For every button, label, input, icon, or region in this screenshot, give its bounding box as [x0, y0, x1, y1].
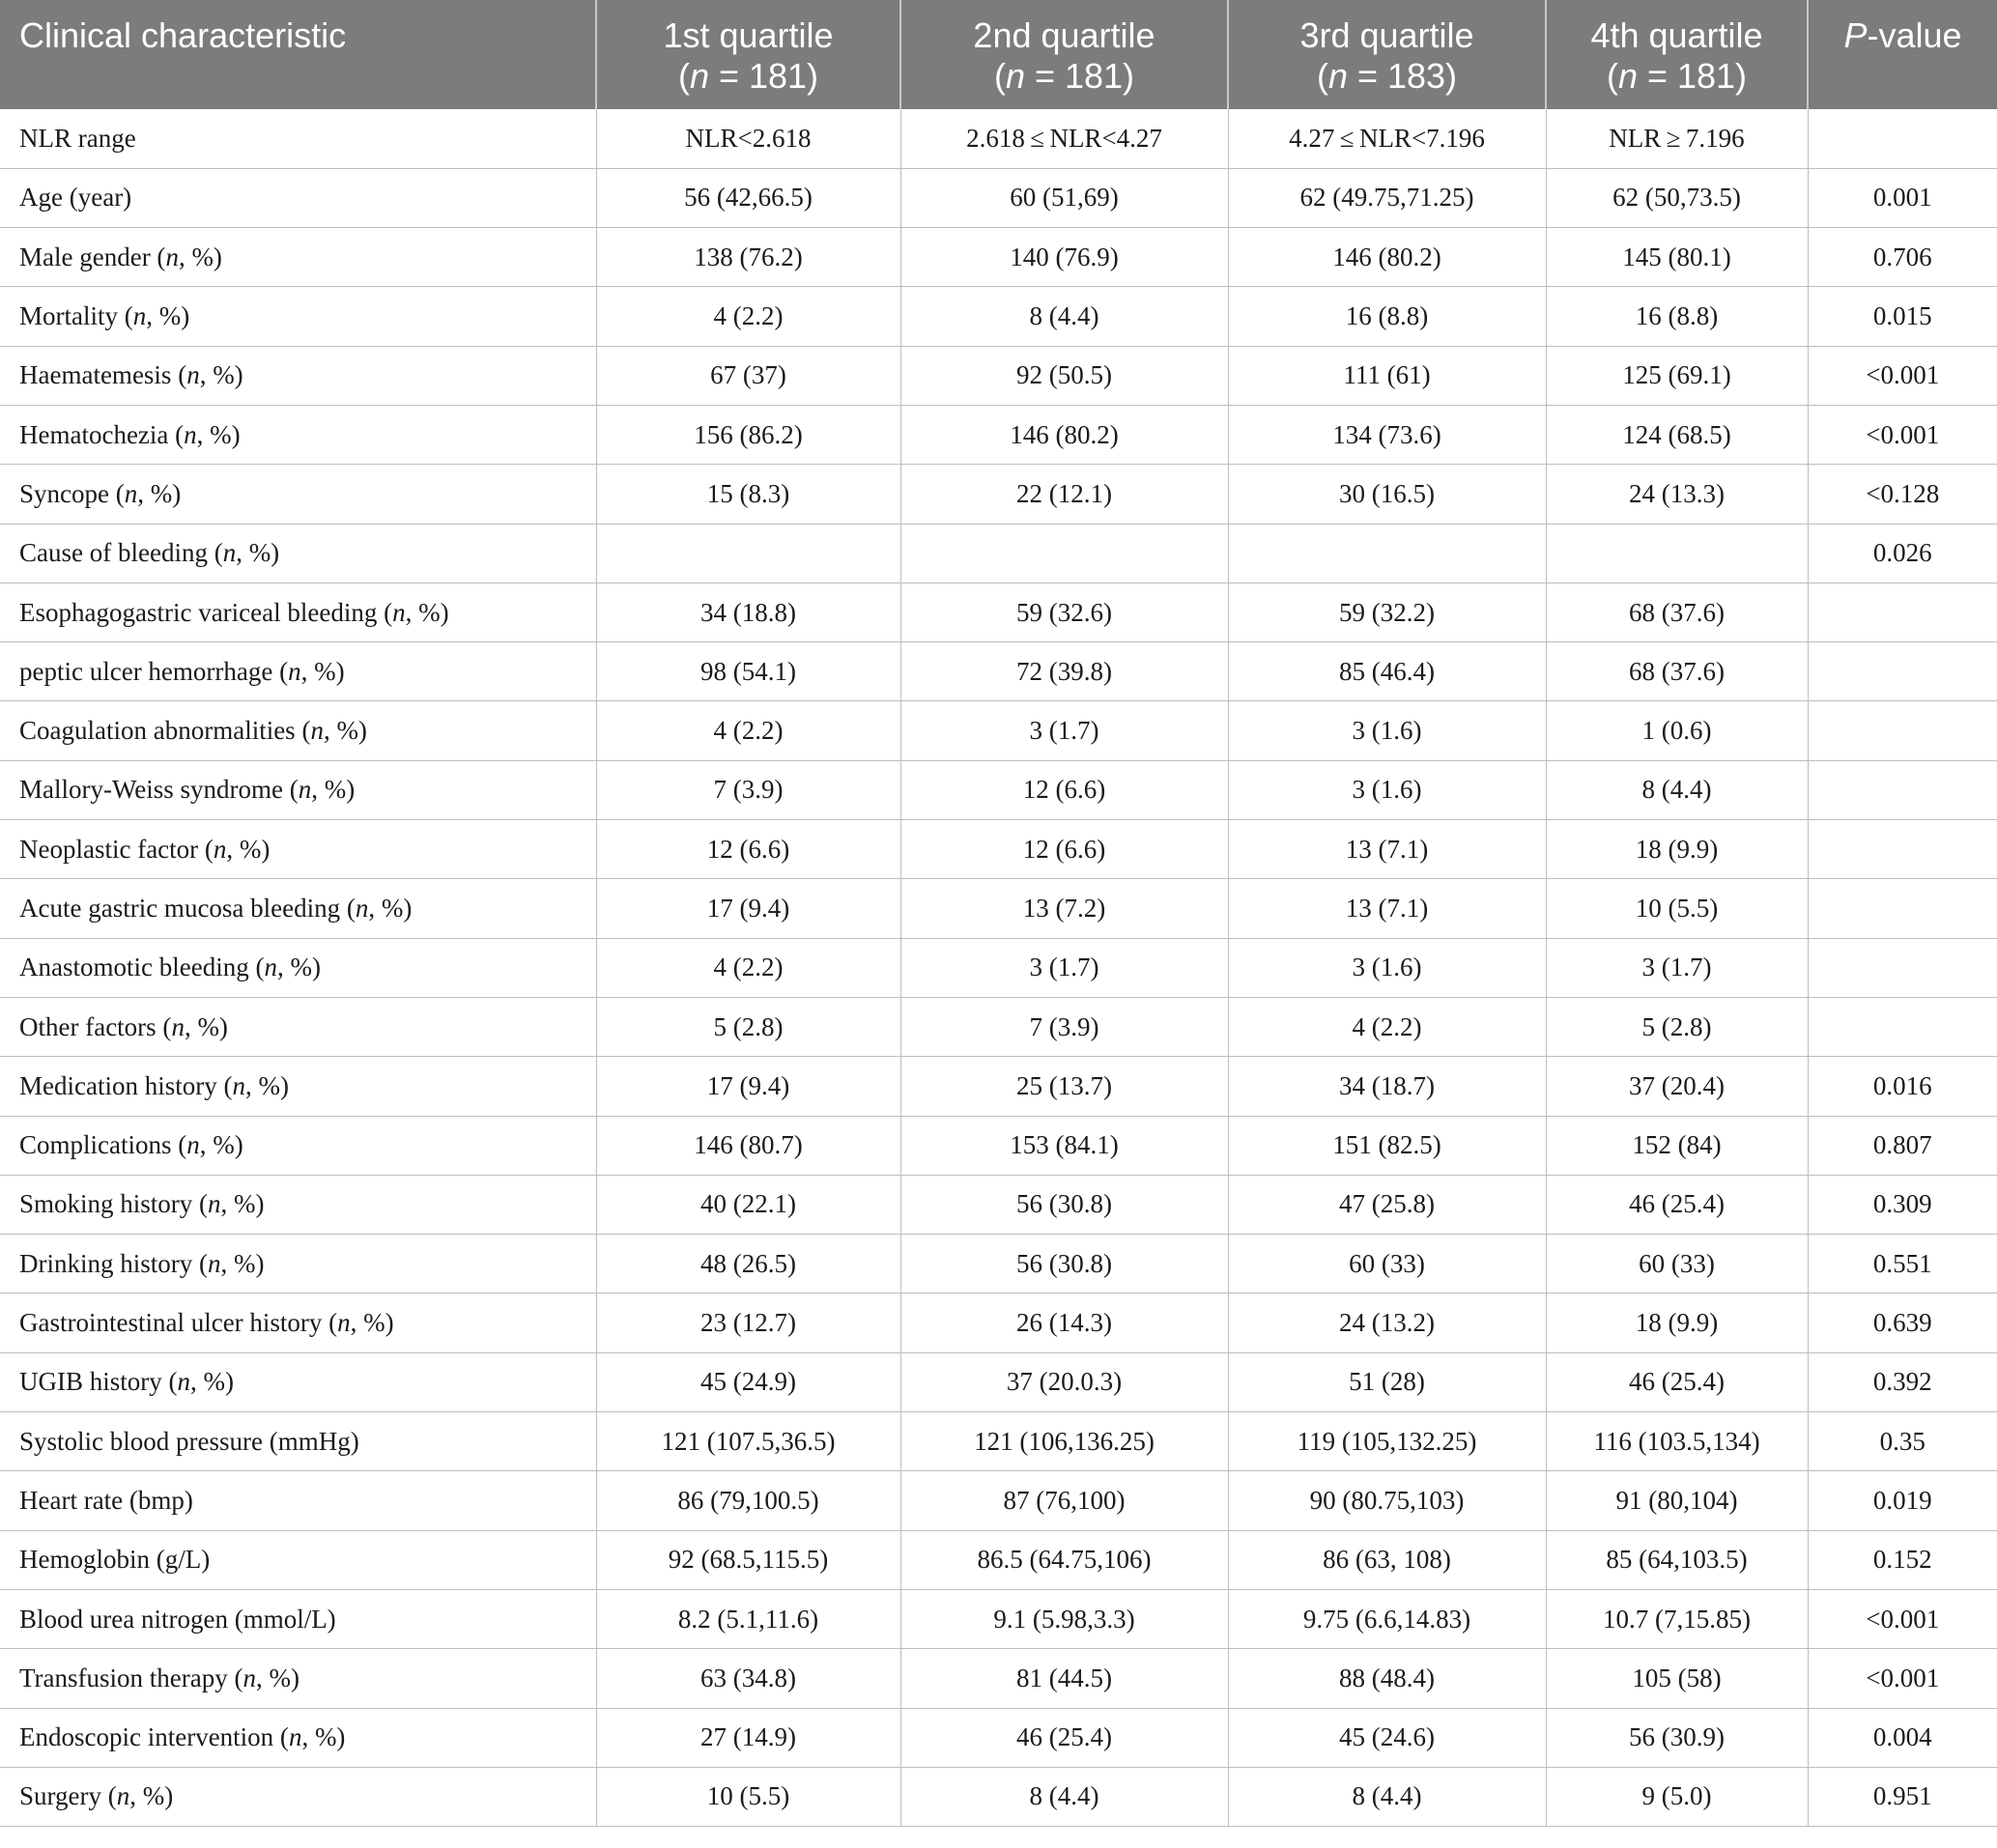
p-value-cell: 0.026 — [1808, 524, 1997, 583]
quartile-1-cell: 15 (8.3) — [596, 465, 900, 524]
row-label: Mortality (n, %) — [0, 287, 596, 346]
p-value-cell: <0.001 — [1808, 405, 1997, 464]
row-label: Esophagogastric variceal bleeding (n, %) — [0, 583, 596, 641]
p-value-cell: 0.309 — [1808, 1175, 1997, 1234]
table-row — [0, 465, 1997, 524]
quartile-2-cell: 87 (76,100) — [900, 1471, 1228, 1530]
quartile-1-cell: NLR<2.618 — [596, 109, 900, 168]
quartile-2-cell: 3 (1.7) — [900, 938, 1228, 997]
quartile-4-cell: 9 (5.0) — [1546, 1767, 1808, 1826]
p-value-cell — [1808, 879, 1997, 938]
row-label: Acute gastric mucosa bleeding (n, %) — [0, 879, 596, 938]
p-value-cell: 0.639 — [1808, 1294, 1997, 1352]
row-label: Mallory-Weiss syndrome (n, %) — [0, 760, 596, 819]
row-label: NLR range — [0, 109, 596, 168]
header-quartile-4 — [1546, 0, 1808, 109]
quartile-3-cell: 13 (7.1) — [1228, 879, 1546, 938]
row-label: Systolic blood pressure (mmHg) — [0, 1412, 596, 1471]
row-label: Hemoglobin (g/L) — [0, 1530, 596, 1589]
quartile-2-cell: 153 (84.1) — [900, 1116, 1228, 1175]
quartile-2-cell: 7 (3.9) — [900, 997, 1228, 1056]
quartile-4-cell: 116 (103.5,134) — [1546, 1412, 1808, 1471]
p-value-cell: 0.706 — [1808, 228, 1997, 287]
quartile-1-cell: 4 (2.2) — [596, 287, 900, 346]
quartile-4-cell: 18 (9.9) — [1546, 820, 1808, 879]
quartile-2-cell: 72 (39.8) — [900, 642, 1228, 701]
quartile-2-cell: 25 (13.7) — [900, 1057, 1228, 1116]
quartile-3-count: (n = 183) — [1316, 56, 1458, 96]
quartile-2-cell: 12 (6.6) — [900, 760, 1228, 819]
row-label: Cause of bleeding (n, %) — [0, 524, 596, 583]
table-row — [0, 1530, 1997, 1589]
p-value-cell — [1808, 109, 1997, 168]
quartile-4-cell — [1546, 524, 1808, 583]
quartile-3-cell: 16 (8.8) — [1228, 287, 1546, 346]
p-value-cell: <0.001 — [1808, 1589, 1997, 1648]
quartile-3-cell: 45 (24.6) — [1228, 1708, 1546, 1767]
quartile-3-cell: 30 (16.5) — [1228, 465, 1546, 524]
quartile-1-cell: 146 (80.7) — [596, 1116, 900, 1175]
row-label: Smoking history (n, %) — [0, 1175, 596, 1234]
quartile-3-cell: 34 (18.7) — [1228, 1057, 1546, 1116]
quartile-3-cell: 9.75 (6.6,14.83) — [1228, 1589, 1546, 1648]
table-row — [0, 879, 1997, 938]
row-label: Medication history (n, %) — [0, 1057, 596, 1116]
quartile-3-cell: 8 (4.4) — [1228, 1767, 1546, 1826]
quartile-4-cell: 10 (5.5) — [1546, 879, 1808, 938]
table-row — [0, 168, 1997, 227]
table-row — [0, 1175, 1997, 1234]
table-header-row — [0, 0, 1997, 109]
quartile-2-cell: 59 (32.6) — [900, 583, 1228, 641]
quartile-1-cell: 67 (37) — [596, 346, 900, 405]
header-characteristic: Clinical characteristic — [0, 0, 596, 109]
quartile-2-cell: 26 (14.3) — [900, 1294, 1228, 1352]
quartile-3-cell: 3 (1.6) — [1228, 760, 1546, 819]
quartile-2-cell: 60 (51,69) — [900, 168, 1228, 227]
table-row — [0, 938, 1997, 997]
quartile-4-cell: 145 (80.1) — [1546, 228, 1808, 287]
quartile-2-cell: 2.618 ≤ NLR<4.27 — [900, 109, 1228, 168]
quartile-2-cell: 12 (6.6) — [900, 820, 1228, 879]
quartile-2-cell: 8 (4.4) — [900, 287, 1228, 346]
row-label: Surgery (n, %) — [0, 1767, 596, 1826]
table-row — [0, 1589, 1997, 1648]
quartile-4-cell: 60 (33) — [1546, 1235, 1808, 1294]
quartile-4-cell: 152 (84) — [1546, 1116, 1808, 1175]
header-quartile-2 — [900, 0, 1228, 109]
quartile-3-cell: 4.27 ≤ NLR<7.196 — [1228, 109, 1546, 168]
p-value-cell — [1808, 642, 1997, 701]
p-value-cell: 0.551 — [1808, 1235, 1997, 1294]
table-body — [0, 109, 1997, 1827]
quartile-4-cell: 68 (37.6) — [1546, 642, 1808, 701]
quartile-4-cell: 85 (64,103.5) — [1546, 1530, 1808, 1589]
row-label: Endoscopic intervention (n, %) — [0, 1708, 596, 1767]
p-value-cell — [1808, 997, 1997, 1056]
quartile-1-cell: 34 (18.8) — [596, 583, 900, 641]
quartile-4-cell: NLR ≥ 7.196 — [1546, 109, 1808, 168]
quartile-3-cell: 4 (2.2) — [1228, 997, 1546, 1056]
quartile-1-cell: 40 (22.1) — [596, 1175, 900, 1234]
table-row — [0, 1116, 1997, 1175]
quartile-4-cell: 91 (80,104) — [1546, 1471, 1808, 1530]
quartile-4-cell: 62 (50,73.5) — [1546, 168, 1808, 227]
quartile-4-label: 4th quartile — [1590, 15, 1763, 55]
quartile-2-cell: 92 (50.5) — [900, 346, 1228, 405]
quartile-1-cell: 92 (68.5,115.5) — [596, 1530, 900, 1589]
quartile-2-cell — [900, 524, 1228, 583]
quartile-4-cell: 46 (25.4) — [1546, 1352, 1808, 1411]
row-label: Blood urea nitrogen (mmol/L) — [0, 1589, 596, 1648]
quartile-3-cell: 62 (49.75,71.25) — [1228, 168, 1546, 227]
quartile-2-cell: 3 (1.7) — [900, 701, 1228, 760]
p-value-cell: <0.001 — [1808, 346, 1997, 405]
p-value-cell — [1808, 938, 1997, 997]
p-value-cell: 0.807 — [1808, 1116, 1997, 1175]
quartile-4-cell: 125 (69.1) — [1546, 346, 1808, 405]
quartile-1-cell: 5 (2.8) — [596, 997, 900, 1056]
quartile-1-cell: 86 (79,100.5) — [596, 1471, 900, 1530]
quartile-1-cell: 121 (107.5,36.5) — [596, 1412, 900, 1471]
table-row — [0, 109, 1997, 168]
quartile-4-count: (n = 181) — [1606, 56, 1748, 96]
quartile-2-cell: 8 (4.4) — [900, 1767, 1228, 1826]
quartile-1-cell: 17 (9.4) — [596, 879, 900, 938]
quartile-3-cell: 60 (33) — [1228, 1235, 1546, 1294]
quartile-2-cell: 140 (76.9) — [900, 228, 1228, 287]
p-value-cell: 0.152 — [1808, 1530, 1997, 1589]
table-row — [0, 405, 1997, 464]
quartile-3-cell: 3 (1.6) — [1228, 701, 1546, 760]
table-row — [0, 1767, 1997, 1826]
row-label: Drinking history (n, %) — [0, 1235, 596, 1294]
p-value-cell — [1808, 701, 1997, 760]
quartile-3-label: 3rd quartile — [1299, 15, 1474, 55]
quartile-2-cell: 81 (44.5) — [900, 1649, 1228, 1708]
quartile-2-cell: 56 (30.8) — [900, 1235, 1228, 1294]
row-label: Other factors (n, %) — [0, 997, 596, 1056]
p-value-cell: 0.35 — [1808, 1412, 1997, 1471]
row-label: Syncope (n, %) — [0, 465, 596, 524]
p-value-cell: 0.004 — [1808, 1708, 1997, 1767]
quartile-1-cell: 7 (3.9) — [596, 760, 900, 819]
row-label: Heart rate (bmp) — [0, 1471, 596, 1530]
quartile-1-label: 1st quartile — [663, 15, 834, 55]
quartile-4-cell: 18 (9.9) — [1546, 1294, 1808, 1352]
p-value-cell — [1808, 583, 1997, 641]
quartile-1-cell: 48 (26.5) — [596, 1235, 900, 1294]
quartile-2-cell: 22 (12.1) — [900, 465, 1228, 524]
table-row — [0, 524, 1997, 583]
table-row — [0, 1235, 1997, 1294]
quartile-2-cell: 37 (20.0.3) — [900, 1352, 1228, 1411]
header-p-value: P-value — [1843, 15, 1962, 55]
row-label: UGIB history (n, %) — [0, 1352, 596, 1411]
quartile-3-cell: 24 (13.2) — [1228, 1294, 1546, 1352]
quartile-3-cell: 59 (32.2) — [1228, 583, 1546, 641]
p-value-cell — [1808, 820, 1997, 879]
quartile-3-cell: 88 (48.4) — [1228, 1649, 1546, 1708]
quartile-3-cell: 51 (28) — [1228, 1352, 1546, 1411]
quartile-1-cell: 138 (76.2) — [596, 228, 900, 287]
quartile-1-cell: 63 (34.8) — [596, 1649, 900, 1708]
quartile-1-cell: 45 (24.9) — [596, 1352, 900, 1411]
quartile-2-cell: 146 (80.2) — [900, 405, 1228, 464]
row-label: Male gender (n, %) — [0, 228, 596, 287]
table-row — [0, 228, 1997, 287]
row-label: Complications (n, %) — [0, 1116, 596, 1175]
quartile-2-cell: 56 (30.8) — [900, 1175, 1228, 1234]
quartile-1-cell: 4 (2.2) — [596, 701, 900, 760]
row-label: Transfusion therapy (n, %) — [0, 1649, 596, 1708]
table-row — [0, 1294, 1997, 1352]
quartile-1-count: (n = 181) — [677, 56, 819, 96]
quartile-3-cell: 146 (80.2) — [1228, 228, 1546, 287]
row-label: Hematochezia (n, %) — [0, 405, 596, 464]
quartile-3-cell: 3 (1.6) — [1228, 938, 1546, 997]
p-value-cell: <0.001 — [1808, 1649, 1997, 1708]
header-quartile-1 — [596, 0, 900, 109]
table-row — [0, 701, 1997, 760]
table-row — [0, 287, 1997, 346]
table-row — [0, 1649, 1997, 1708]
quartile-3-cell: 47 (25.8) — [1228, 1175, 1546, 1234]
quartile-3-cell: 85 (46.4) — [1228, 642, 1546, 701]
quartile-1-cell: 56 (42,66.5) — [596, 168, 900, 227]
quartile-4-cell: 46 (25.4) — [1546, 1175, 1808, 1234]
table-row — [0, 820, 1997, 879]
quartile-2-label: 2nd quartile — [973, 15, 1155, 55]
quartile-4-cell: 24 (13.3) — [1546, 465, 1808, 524]
quartile-1-cell: 10 (5.5) — [596, 1767, 900, 1826]
p-value-cell — [1808, 760, 1997, 819]
quartile-3-cell — [1228, 524, 1546, 583]
table-row — [0, 760, 1997, 819]
quartile-3-cell: 119 (105,132.25) — [1228, 1412, 1546, 1471]
quartile-4-cell: 68 (37.6) — [1546, 583, 1808, 641]
quartile-2-cell: 121 (106,136.25) — [900, 1412, 1228, 1471]
quartile-3-cell: 13 (7.1) — [1228, 820, 1546, 879]
quartile-1-cell: 8.2 (5.1,11.6) — [596, 1589, 900, 1648]
quartile-4-cell: 37 (20.4) — [1546, 1057, 1808, 1116]
quartile-3-cell: 111 (61) — [1228, 346, 1546, 405]
quartile-4-cell: 105 (58) — [1546, 1649, 1808, 1708]
quartile-1-cell: 156 (86.2) — [596, 405, 900, 464]
quartile-4-cell: 1 (0.6) — [1546, 701, 1808, 760]
row-label: Coagulation abnormalities (n, %) — [0, 701, 596, 760]
quartile-4-cell: 3 (1.7) — [1546, 938, 1808, 997]
row-label: Gastrointestinal ulcer history (n, %) — [0, 1294, 596, 1352]
table-row — [0, 1352, 1997, 1411]
table-row — [0, 346, 1997, 405]
header-quartile-3 — [1228, 0, 1546, 109]
quartile-1-cell — [596, 524, 900, 583]
quartile-2-cell: 13 (7.2) — [900, 879, 1228, 938]
p-value-cell: 0.951 — [1808, 1767, 1997, 1826]
quartile-4-cell: 124 (68.5) — [1546, 405, 1808, 464]
quartile-1-cell: 12 (6.6) — [596, 820, 900, 879]
quartile-4-cell: 5 (2.8) — [1546, 997, 1808, 1056]
table-row — [0, 1708, 1997, 1767]
row-label: Age (year) — [0, 168, 596, 227]
table-row — [0, 1412, 1997, 1471]
p-value-cell: <0.128 — [1808, 465, 1997, 524]
p-value-cell: 0.392 — [1808, 1352, 1997, 1411]
p-value-cell: 0.019 — [1808, 1471, 1997, 1530]
quartile-1-cell: 17 (9.4) — [596, 1057, 900, 1116]
quartile-1-cell: 98 (54.1) — [596, 642, 900, 701]
quartile-1-cell: 27 (14.9) — [596, 1708, 900, 1767]
quartile-3-cell: 134 (73.6) — [1228, 405, 1546, 464]
quartile-3-cell: 151 (82.5) — [1228, 1116, 1546, 1175]
table-row — [0, 1057, 1997, 1116]
table-row — [0, 642, 1997, 701]
quartile-2-cell: 46 (25.4) — [900, 1708, 1228, 1767]
quartile-4-cell: 16 (8.8) — [1546, 287, 1808, 346]
table-row — [0, 1471, 1997, 1530]
quartile-2-cell: 9.1 (5.98,3.3) — [900, 1589, 1228, 1648]
table-row — [0, 997, 1997, 1056]
quartile-3-cell: 90 (80.75,103) — [1228, 1471, 1546, 1530]
quartile-3-cell: 86 (63, 108) — [1228, 1530, 1546, 1589]
row-label: Anastomotic bleeding (n, %) — [0, 938, 596, 997]
table-row — [0, 583, 1997, 641]
quartile-1-cell: 23 (12.7) — [596, 1294, 900, 1352]
quartile-1-cell: 4 (2.2) — [596, 938, 900, 997]
row-label: Neoplastic factor (n, %) — [0, 820, 596, 879]
quartile-2-count: (n = 181) — [993, 56, 1135, 96]
quartile-2-cell: 86.5 (64.75,106) — [900, 1530, 1228, 1589]
row-label: Haematemesis (n, %) — [0, 346, 596, 405]
quartile-4-cell: 8 (4.4) — [1546, 760, 1808, 819]
p-value-cell: 0.001 — [1808, 168, 1997, 227]
p-value-cell: 0.016 — [1808, 1057, 1997, 1116]
quartile-4-cell: 56 (30.9) — [1546, 1708, 1808, 1767]
row-label: peptic ulcer hemorrhage (n, %) — [0, 642, 596, 701]
p-value-cell: 0.015 — [1808, 287, 1997, 346]
quartile-4-cell: 10.7 (7,15.85) — [1546, 1589, 1808, 1648]
